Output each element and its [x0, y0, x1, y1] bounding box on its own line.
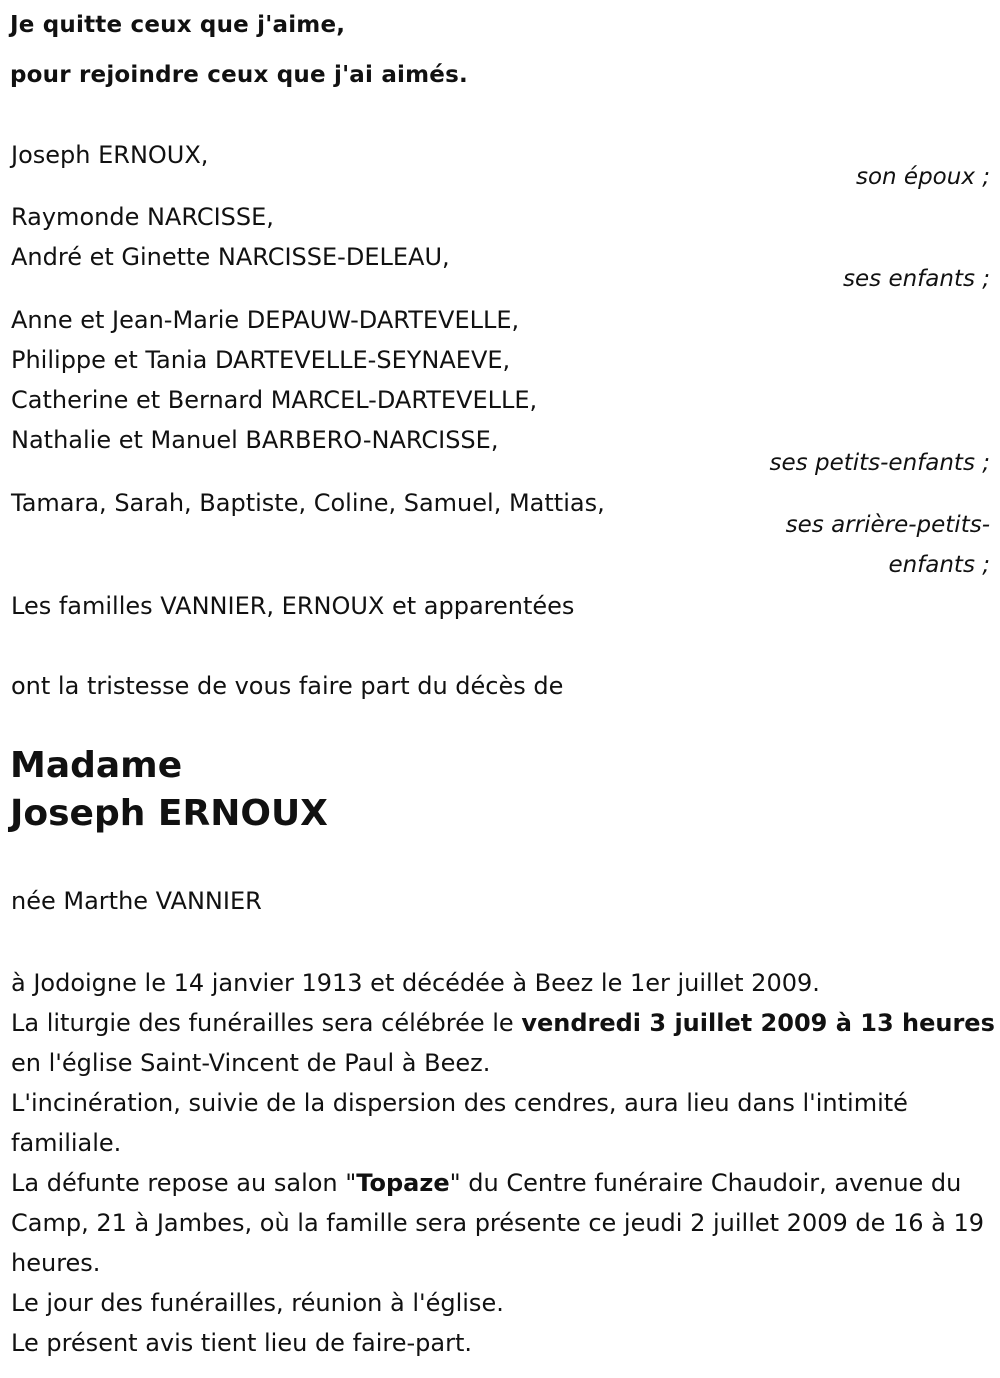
extended-families: Les familles VANNIER, ERNOUX et apparentées: [11, 592, 575, 620]
rest-text-end: " du Centre funéraire Chaudoir, avenue du Camp, 21 à Jambes, où la famille sera présente ce jeudi 2 juillet 2009 de 16 à 19 heures.: [11, 1169, 985, 1277]
great-grandchildren-role-line-1: ses arrière-petits-: [785, 512, 990, 538]
great-grandchildren-role-line-2: enfants ;: [888, 552, 990, 578]
salon-name: Topaze: [356, 1169, 450, 1197]
grandchild-name: Anne et Jean-Marie DEPAUW-DARTEVELLE,: [11, 306, 520, 334]
children-role: ses enfants ;: [843, 266, 990, 292]
spouse-role: son époux ;: [855, 164, 990, 190]
meeting-line: Le jour des funérailles, réunion à l'église.: [11, 1289, 504, 1317]
child-name: Raymonde NARCISSE,: [11, 203, 274, 231]
epigraph-line-1: Je quitte ceux que j'aime,: [10, 12, 346, 38]
notice-line: Le présent avis tient lieu de faire-part.: [11, 1329, 473, 1357]
grandchild-name: Nathalie et Manuel BARBERO-NARCISSE,: [11, 426, 499, 454]
liturgy-text-end: en l'église Saint-Vincent de Paul à Beez.: [11, 1049, 491, 1077]
liturgy-paragraph: [11, 1003, 996, 1083]
funeral-details: [11, 963, 996, 1363]
maiden-name: née Marthe VANNIER: [11, 887, 262, 915]
rest-paragraph: [11, 1163, 996, 1283]
great-grandchildren-names: Tamara, Sarah, Baptiste, Coline, Samuel, Mattias,: [11, 489, 605, 517]
liturgy-date: vendredi 3 juillet 2009 à 13 heures: [521, 1009, 995, 1037]
child-name: André et Ginette NARCISSE-DELEAU,: [11, 243, 450, 271]
grandchild-name: Philippe et Tania DARTEVELLE-SEYNAEVE,: [11, 346, 511, 374]
deceased-name: Joseph ERNOUX: [10, 793, 328, 834]
grandchild-name: Catherine et Bernard MARCEL-DARTEVELLE,: [11, 386, 538, 414]
birth-death-line: à Jodoigne le 14 janvier 1913 et décédée à Beez le 1er juillet 2009.: [11, 969, 820, 997]
rest-text-start: La défunte repose au salon ": [11, 1169, 357, 1197]
spouse-name: Joseph ERNOUX,: [11, 141, 209, 169]
deceased-title: Madame: [10, 745, 183, 786]
liturgy-text-start: La liturgie des funérailles sera célébrée le: [11, 1009, 522, 1037]
epigraph-line-2: pour rejoindre ceux que j'ai aimés.: [10, 62, 468, 88]
grandchildren-role: ses petits-enfants ;: [769, 450, 990, 476]
cremation-paragraph: L'incinération, suivie de la dispersion des cendres, aura lieu dans l'intimité familiale.: [11, 1089, 908, 1157]
announcement-text: ont la tristesse de vous faire part du décès de: [11, 672, 564, 700]
